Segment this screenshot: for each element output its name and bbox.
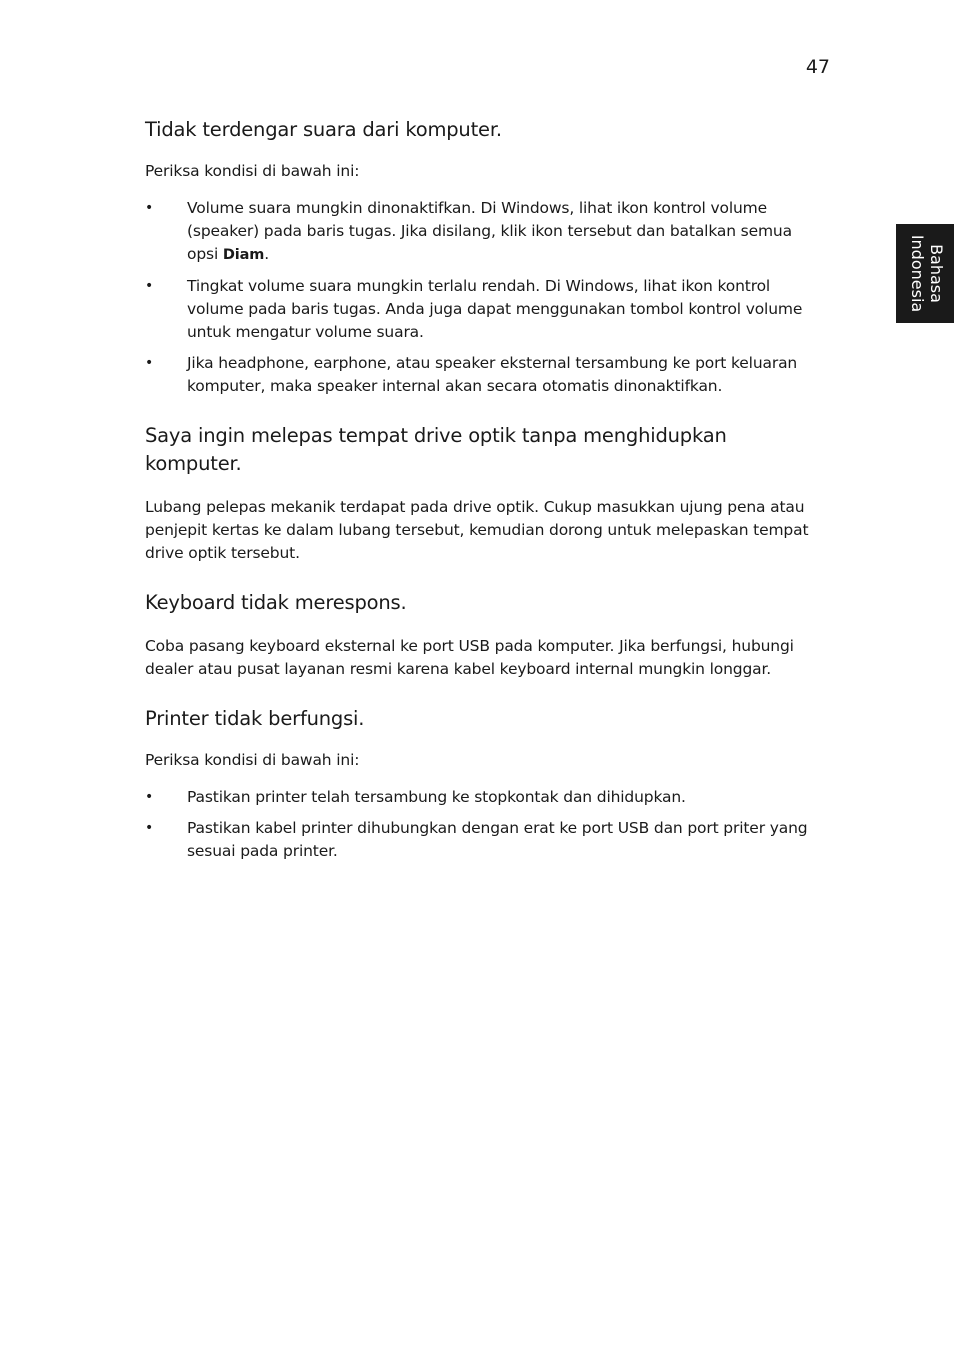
list-item: [145, 817, 825, 863]
section-body: Coba pasang keyboard eksternal ke port USB pada komputer. Jika berfungsi, hubungi dealer atau pusat layanan resmi karena kabel keyboard internal mungkin longgar.: [145, 637, 794, 678]
list-item: [145, 197, 825, 267]
section-heading: Keyboard tidak merespons.: [145, 591, 407, 614]
list-item-text: Jika headphone, earphone, atau speaker eksternal tersambung ke port keluaran komputer, maka speaker internal akan secara otomatis dinonaktifkan.: [187, 354, 798, 395]
section-intro: Periksa kondisi di bawah ini:: [145, 162, 360, 180]
bullet-icon: •: [145, 789, 154, 805]
list-item: [145, 275, 825, 344]
section-body: Lubang pelepas mekanik terdapat pada drive optik. Cukup masukkan ujung pena atau penjepit kertas ke dalam lubang tersebut, kemudian dorong untuk melepaskan tempat drive optik tersebut.: [145, 498, 809, 562]
bullet-icon: •: [145, 200, 154, 216]
section-keyboard: [145, 589, 825, 681]
bullet-list: [145, 786, 825, 863]
option-name: Diam: [222, 247, 265, 263]
section-heading: Tidak terdengar suara dari komputer.: [145, 118, 502, 141]
list-item: [145, 352, 825, 398]
bullet-icon: •: [145, 820, 154, 836]
list-item-text: Volume suara mungkin dinonaktifkan. Di Windows, lihat ikon kontrol volume (speaker) pada baris tugas. Jika disilang, klik ikon tersebut dan batalkan semua opsi: [187, 199, 792, 263]
list-item: [145, 786, 825, 809]
section-heading: Printer tidak berfungsi.: [145, 707, 365, 730]
page-content: [145, 116, 825, 863]
list-item-text: Pastikan printer telah tersambung ke stopkontak dan dihidupkan.: [187, 788, 686, 806]
list-item-text: Pastikan kabel printer dihubungkan dengan erat ke port USB dan port priter yang sesuai pada printer.: [187, 819, 808, 860]
language-side-tab-label: [896, 224, 954, 323]
section-intro: Periksa kondisi di bawah ini:: [145, 751, 360, 769]
section-optical-drive: [145, 422, 825, 565]
page-number: 47: [805, 56, 830, 78]
side-tab-line-2: Indonesia: [908, 234, 927, 313]
section-no-sound: [145, 116, 825, 398]
side-tab-line-1: Bahasa: [927, 244, 946, 303]
bullet-icon: •: [145, 278, 154, 294]
bullet-list: [145, 197, 825, 398]
list-item-text: Tingkat volume suara mungkin terlalu rendah. Di Windows, lihat ikon kontrol volume pada baris tugas. Anda juga dapat menggunakan tombol kontrol volume untuk mengatur volume suara.: [187, 277, 803, 341]
list-item-text-end: .: [264, 245, 269, 263]
language-side-tab: [896, 224, 954, 323]
section-printer: [145, 705, 825, 863]
section-heading: Saya ingin melepas tempat drive optik tanpa menghidupkan komputer.: [145, 424, 727, 475]
bullet-icon: •: [145, 355, 154, 371]
